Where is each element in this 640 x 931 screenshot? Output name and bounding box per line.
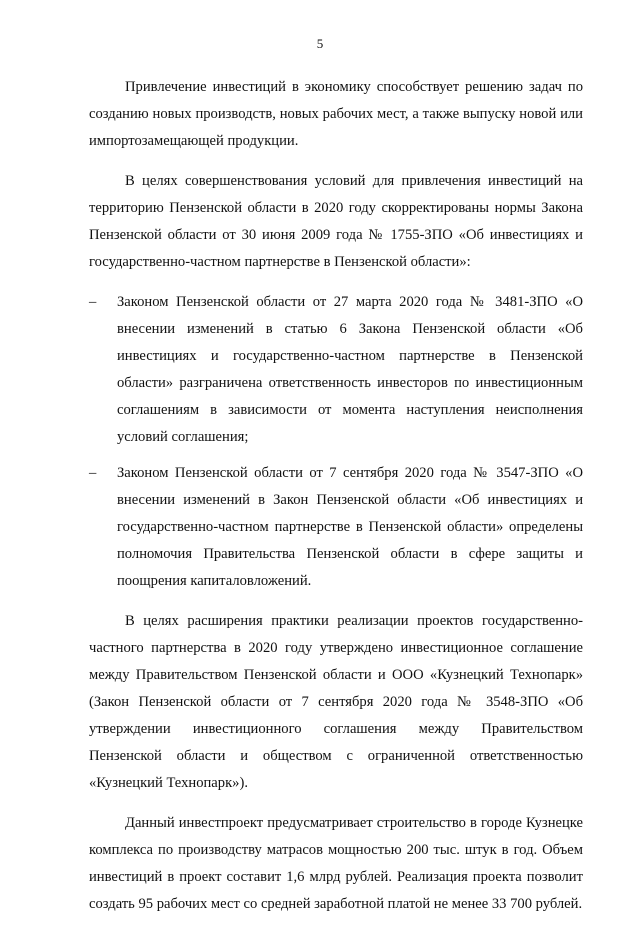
paragraph-project-details: Данный инвестпроект предусматривает строительство в городе Кузнецке комплекса по производству матрасов мощностью 200 тыс. штук в год. Объем инвестиций в проект составит 1,6 млрд рублей. Реализация проекта позволит создать 95 рабочих мест со средней заработной платой не менее 33 700 рублей.: [89, 815, 583, 912]
paragraph-ppp-agreement: В целях расширения практики реализации проектов государственно-частного партнерства в 2020 году утверждено инвестиционное соглашение между Правительством Пензенской области и ООО «Кузнецкий Технопарк» (Закон Пензенской области от 7 сентября 2020 года № 3548-ЗПО «Об утверждении инвестиционного соглашения между Правительством Пензенской области и обществом с ограниченной ответственностью «Кузнецкий Технопарк»).: [89, 613, 583, 791]
paragraph-law-amendments: В целях совершенствования условий для привлечения инвестиций на территорию Пензенской области в 2020 году скорректированы нормы Закона Пензенской области от 30 июня 2009 года № 1755-ЗПО «Об инвестициях и государственно-частном партнерстве в Пензенской области»:: [89, 173, 583, 270]
list-item-text: Законом Пензенской области от 7 сентября 2020 года № 3547-ЗПО «О внесении изменений в Закон Пензенской области «Об инвестициях и государственно-частном партнерстве в Пензенской области» определены полномочия Правительства Пензенской области в сфере защиты и поощрения капиталовложений.: [117, 465, 583, 589]
page-number: 5: [316, 36, 324, 51]
dash-marker: –: [89, 465, 97, 481]
dash-marker: –: [89, 294, 97, 310]
list-item: [89, 289, 583, 451]
list-item-text: Законом Пензенской области от 27 марта 2020 года № 3481-ЗПО «О внесении изменений в статью 6 Закона Пензенской области «Об инвестициях и государственно-частном партнерстве в Пензенской области» разграничена ответственность инвесторов по инвестиционным соглашениям в зависимости от момента наступления неисполнения условий соглашения;: [117, 294, 583, 445]
law-list: [89, 289, 583, 595]
paragraph-investment-intro: Привлечение инвестиций в экономику способствует решению задач по созданию новых производств, новых рабочих мест, а также выпуску новой или импортозамещающей продукции.: [89, 79, 583, 149]
document-body: [89, 74, 583, 931]
list-item: [89, 460, 583, 595]
